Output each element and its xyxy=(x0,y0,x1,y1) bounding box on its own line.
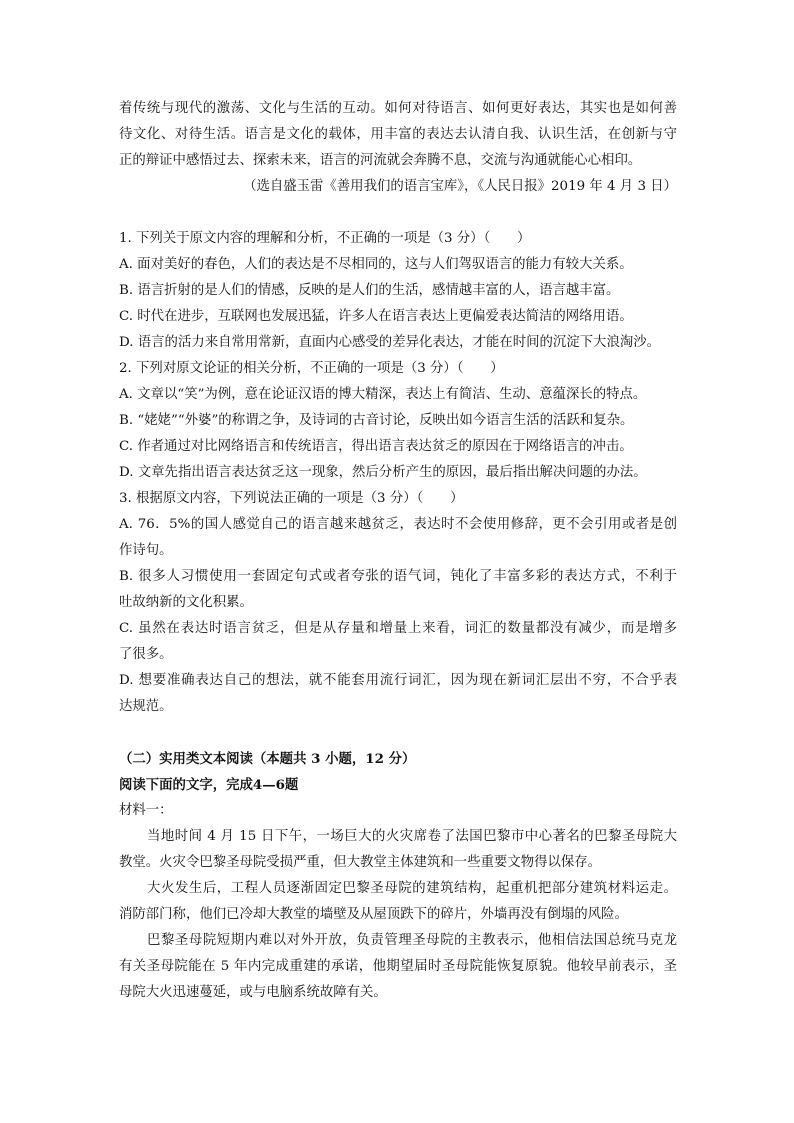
source-citation: （选自盛玉雷《善用我们的语言宝库》，《人民日报》2019 年 4 月 3 日） xyxy=(243,179,677,194)
option-line: 了很多。 xyxy=(119,647,173,662)
section-instruction: 阅读下面的文字，完成4—6题 xyxy=(119,777,299,793)
option-line: A. 76．5%的国人感觉自己的语言越来越贫乏，表达时不会使用修辞，更不会引用或者是创 xyxy=(119,517,677,532)
paragraph-line: 有关圣母院能在 5 年内完成重建的承诺，他期望届时圣母院能恢复原貌。他较早前表示，圣 xyxy=(119,959,677,974)
option-line: D. 想要准确表达自己的想法，就不能套用流行词汇，因为现在新词汇层出不穷，不合乎表 xyxy=(119,673,677,688)
paragraph-line: 教堂。火灾令巴黎圣母院受损严重，但大教堂主体建筑和一些重要文物得以保存。 xyxy=(119,855,602,870)
option-line: 作诗句。 xyxy=(119,543,173,558)
option-line: 吐故纳新的文化积累。 xyxy=(119,595,253,610)
section-heading: （二）实用类文本阅读（本题共 3 小题，12 分） xyxy=(119,751,416,767)
option-line: B. 语言折射的是人们的情感，反映的是人们的生活，感情越丰富的人，语言越丰富。 xyxy=(119,283,620,298)
paragraph-line: 当地时间 4 月 15 日下午，一场巨大的火灾席卷了法国巴黎市中心著名的巴黎圣母院大 xyxy=(147,829,677,844)
option-line: A. 文章以“笑”为例，意在论证汉语的博大精深，表达上有简洁、生动、意蕴深长的特点。 xyxy=(119,387,647,402)
paragraph-line: 大火发生后，工程人员逐渐固定巴黎圣母院的建筑结构，起重机把部分建筑材料运走。 xyxy=(147,881,677,896)
option-line: A. 面对美好的春色，人们的表达是不尽相同的，这与人们驾驭语言的能力有较大关系。 xyxy=(119,257,633,272)
paragraph-line: 母院大火迅速蔓延，或与电脑系统故障有关。 xyxy=(119,985,387,1000)
intro-line: 待文化、对待生活。语言是文化的载体，用丰富的表达去认清自我、认识生活，在创新与守 xyxy=(119,127,677,142)
option-line: B. 很多人习惯使用一套固定句式或者夸张的语气词，钝化了丰富多彩的表达方式，不利于 xyxy=(119,569,677,584)
paragraph-line: 巴黎圣母院短期内难以对外开放，负责管理圣母院的主教表示，他相信法国总统马克龙 xyxy=(147,933,677,948)
option-line: C. 虽然在表达时语言贫乏，但是从存量和增量上来看，词汇的数量都没有减少，而是增多 xyxy=(119,621,677,636)
option-line: C. 作者通过对比网络语言和传统语言，得出语言表达贫乏的原因在于网络语言的冲击。 xyxy=(119,439,633,454)
question-title: 3. 根据原文内容，下列说法正确的一项是（3 分）（ ） xyxy=(119,491,464,506)
option-line: D. 文章先指出语言表达贫乏这一现象，然后分析产生的原因，最后指出解决问题的办法。 xyxy=(119,465,647,480)
question-title: 1. 下列关于原文内容的理解和分析，不正确的一项是（3 分）（ ） xyxy=(119,231,531,246)
intro-line: 正的辩证中感悟过去、探索未来，语言的河流就会奔腾不息，交流与沟通就能心心相印。 xyxy=(119,153,642,168)
material-label: 材料一： xyxy=(119,803,173,818)
option-line: 达规范。 xyxy=(119,699,173,714)
intro-line: 着传统与现代的激荡、文化与生活的互动。如何对待语言、如何更好表达，其实也是如何善 xyxy=(119,101,677,116)
paragraph-line: 消防部门称，他们已冷却大教堂的墙壁及从屋顶跌下的碎片，外墙再没有倒塌的风险。 xyxy=(119,907,628,922)
option-line: D. 语言的活力来自常用常新，直面内心感受的差异化表达，才能在时间的沉淀下大浪淘沙。 xyxy=(119,335,661,350)
option-line: B. “姥姥”“外婆”的称谓之争，及诗词的古音讨论，反映出如今语言生活的活跃和复杂。 xyxy=(119,413,634,428)
question-title: 2. 下列对原文论证的相关分析，不正确的一项是（3 分）（ ） xyxy=(119,361,504,376)
option-line: C. 时代在进步，互联网也发展迅猛，许多人在语言表达上更偏爱表达简洁的网络用语。 xyxy=(119,309,633,324)
